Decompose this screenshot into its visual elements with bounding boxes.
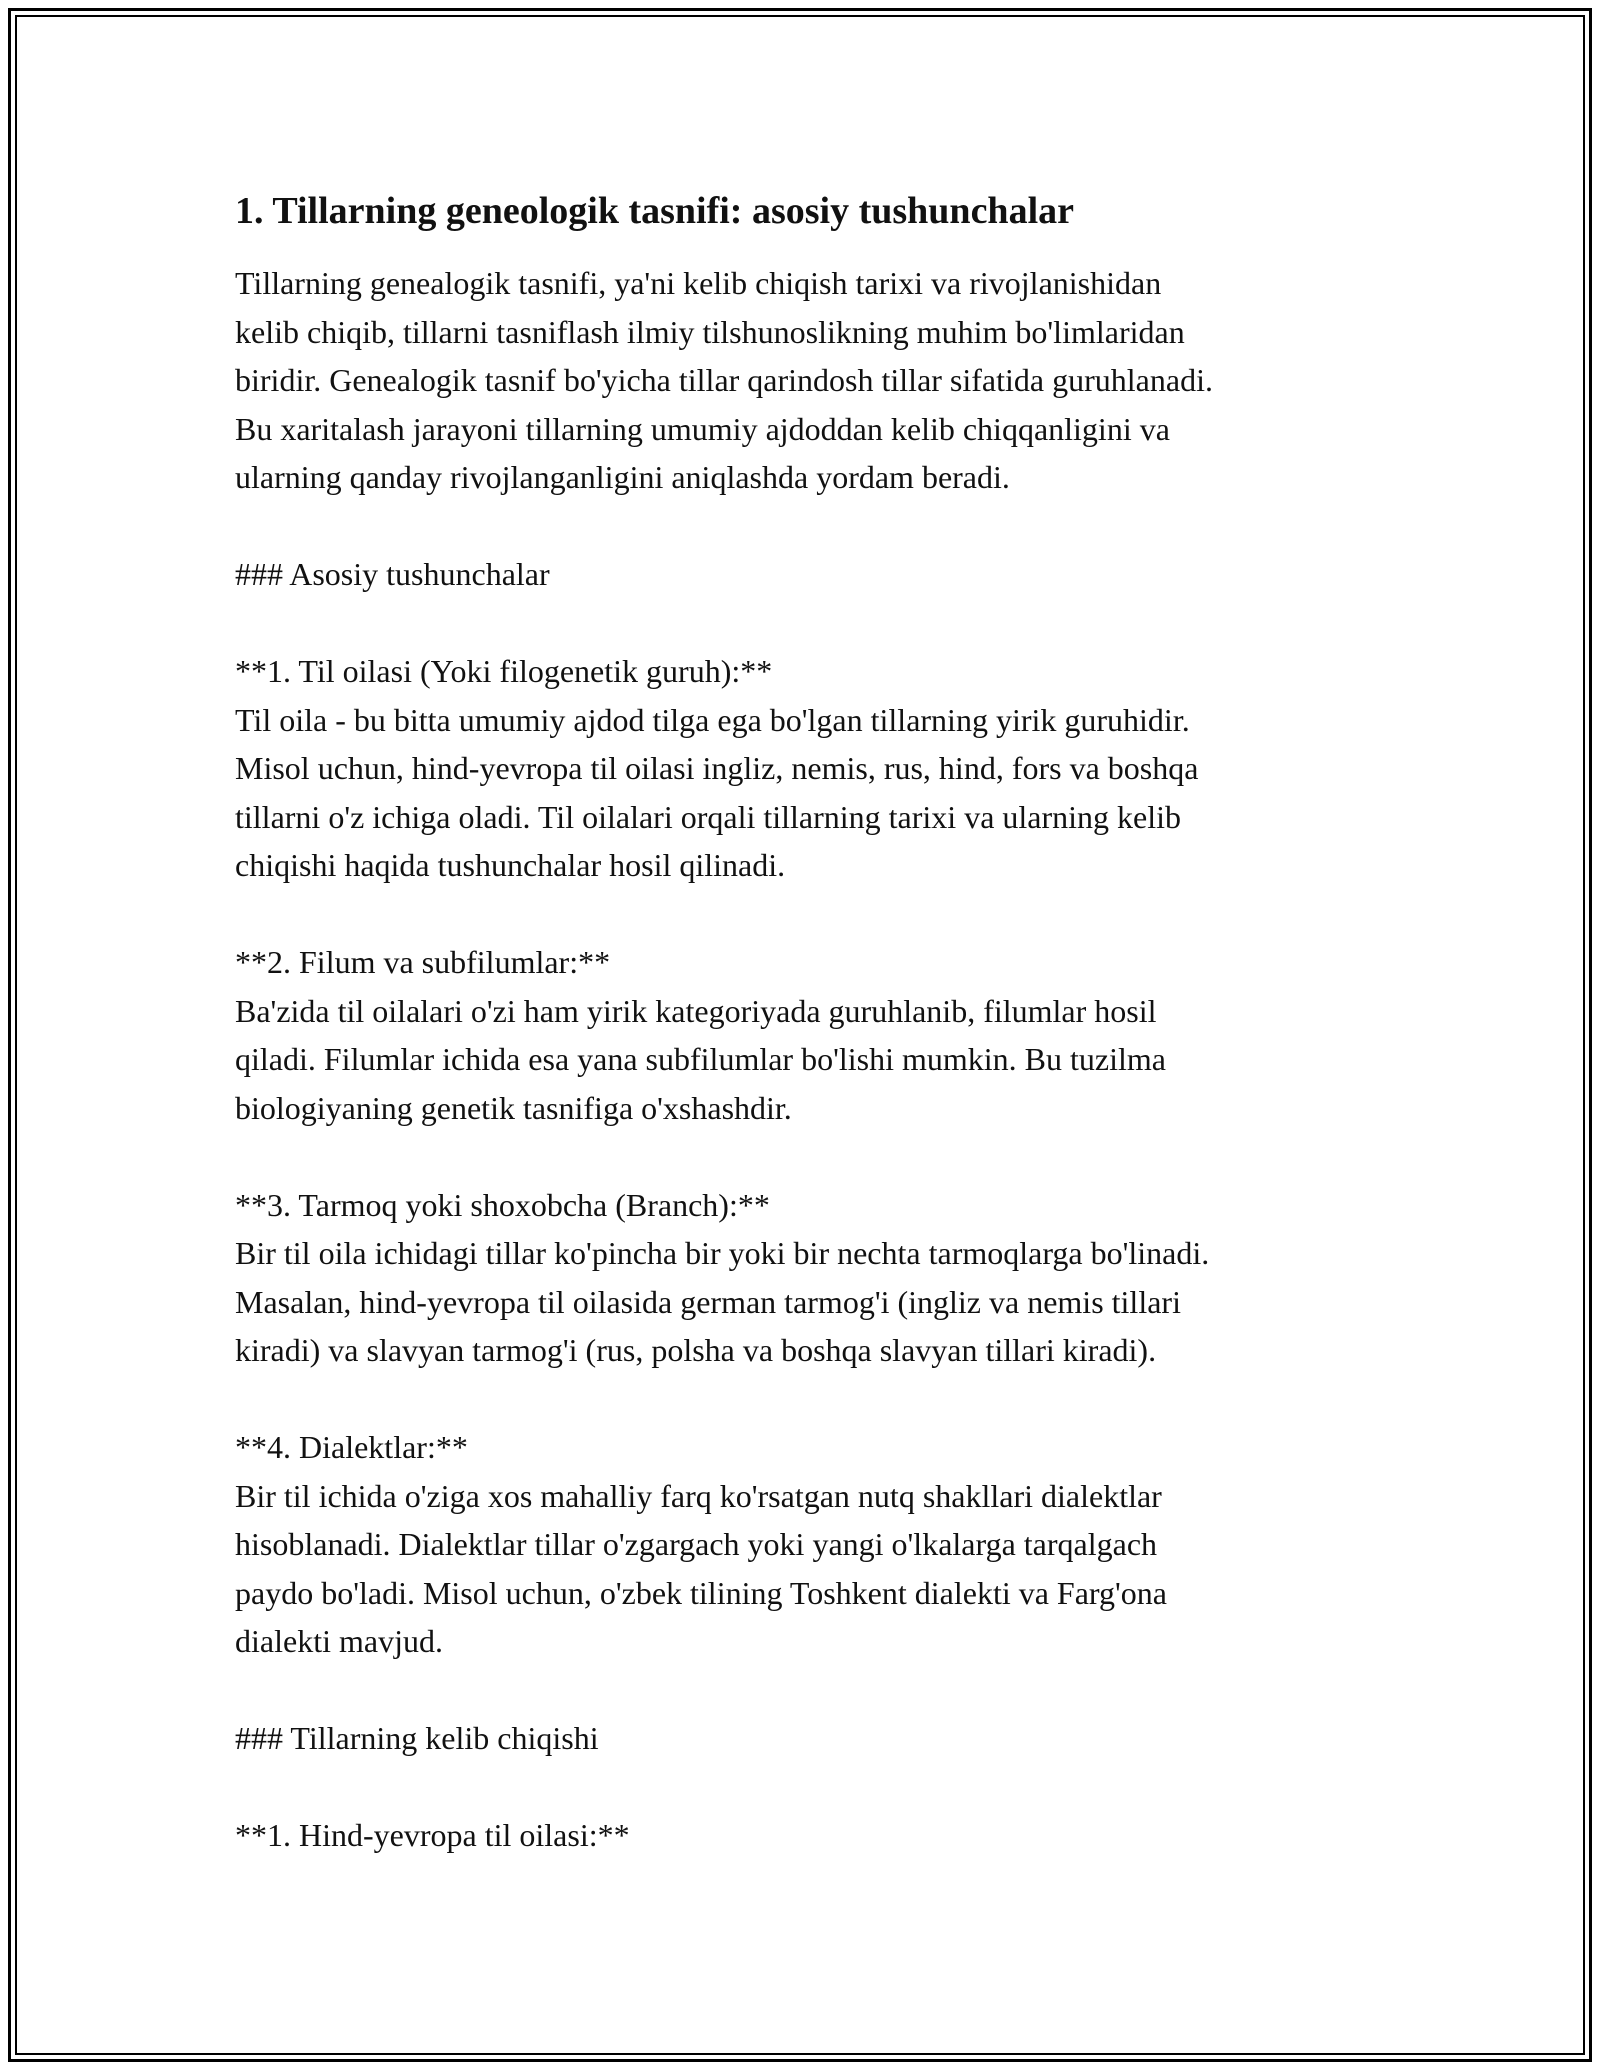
paragraph [235, 259, 1385, 502]
paragraph [235, 1181, 1385, 1375]
text-line: Ba'zida til oilalari o'zi ham yirik kategoriyada guruhlanib, filumlar hosil [235, 992, 1157, 1029]
paragraph [235, 1423, 1385, 1666]
text-line: tillarni o'z ichiga oladi. Til oilalari orqali tillarning tarixi va ularning kelib [235, 798, 1182, 835]
text-line: Tillarning genealogik tasnifi, ya'ni kelib chiqish tarixi va rivojlanishidan [235, 265, 1162, 301]
text-line: **1. Til oilasi (Yoki filogenetik guruh):** [235, 653, 773, 689]
paragraph [235, 1714, 1385, 1763]
text-line: chiqishi haqida tushunchalar hosil qilinadi. [235, 847, 786, 883]
paragraph [235, 1811, 1385, 1860]
text-line: Misol uchun, hind-yevropa til oilasi ingliz, nemis, rus, hind, fors va boshqa [235, 750, 1199, 786]
text-line: dialekti mavjud. [235, 1623, 443, 1659]
text-line: **2. Filum va subfilumlar:** [235, 944, 611, 980]
text-line: qiladi. Filumlar ichida esa yana subfilumlar bo'lishi mumkin. Bu tuzilma [235, 1041, 1166, 1077]
text-line: **1. Hind-yevropa til oilasi:** [235, 1817, 630, 1853]
text-line: ularning qanday rivojlanganligini aniqlashda yordam beradi. [235, 459, 1010, 495]
text-line: biologiyaning genetik tasnifiga o'xshashdir. [235, 1089, 792, 1126]
text-line: ### Asosiy tushunchalar [235, 556, 550, 592]
text-line: kelib chiqib, tillarni tasniflash ilmiy tilshunoslikning muhim bo'limlaridan [235, 313, 1185, 350]
text-line: Til oila - bu bitta umumiy ajdod tilga ega bo'lgan tillarning yirik guruhidir. [235, 701, 1190, 738]
paragraph [235, 550, 1385, 599]
text-line: **4. Dialektlar:** [235, 1429, 468, 1465]
document-body [235, 185, 1385, 1908]
text-line: ### Tillarning kelib chiqishi [235, 1720, 599, 1756]
text-line: Bir til ichida o'ziga xos mahalliy farq ko'rsatgan nutq shakllari dialektlar [235, 1477, 1162, 1514]
text-line: paydo bo'ladi. Misol uchun, o'zbek tilining Toshkent dialekti va Farg'ona [235, 1574, 1167, 1611]
paragraph [235, 938, 1385, 1132]
text-line: **3. Tarmoq yoki shoxobcha (Branch):** [235, 1186, 770, 1223]
text-line: kiradi) va slavyan tarmog'i (rus, polsha va boshqa slavyan tillari kiradi). [235, 1332, 1157, 1368]
text-line: biridir. Genealogik tasnif bo'yicha tillar qarindosh tillar sifatida guruhlanadi. [235, 362, 1213, 398]
text-line: Masalan, hind-yevropa til oilasida german tarmog'i (ingliz va nemis tillari [235, 1283, 1181, 1320]
document-title: 1. Tillarning geneologik tasnifi: asosiy tushunchalar [235, 190, 1074, 232]
text-line: Bir til oila ichidagi tillar ko'pincha bir yoki bir nechta tarmoqlarga bo'linadi. [235, 1235, 1210, 1271]
text-line: Bu xaritalash jarayoni tillarning umumiy ajdoddan kelib chiqqanligini va [235, 410, 1170, 447]
paragraph [235, 647, 1385, 890]
text-line: hisoblanadi. Dialektlar tillar o'zgargach yoki yangi o'lkalarga tarqalgach [235, 1526, 1158, 1562]
paragraph-container [235, 259, 1385, 1860]
